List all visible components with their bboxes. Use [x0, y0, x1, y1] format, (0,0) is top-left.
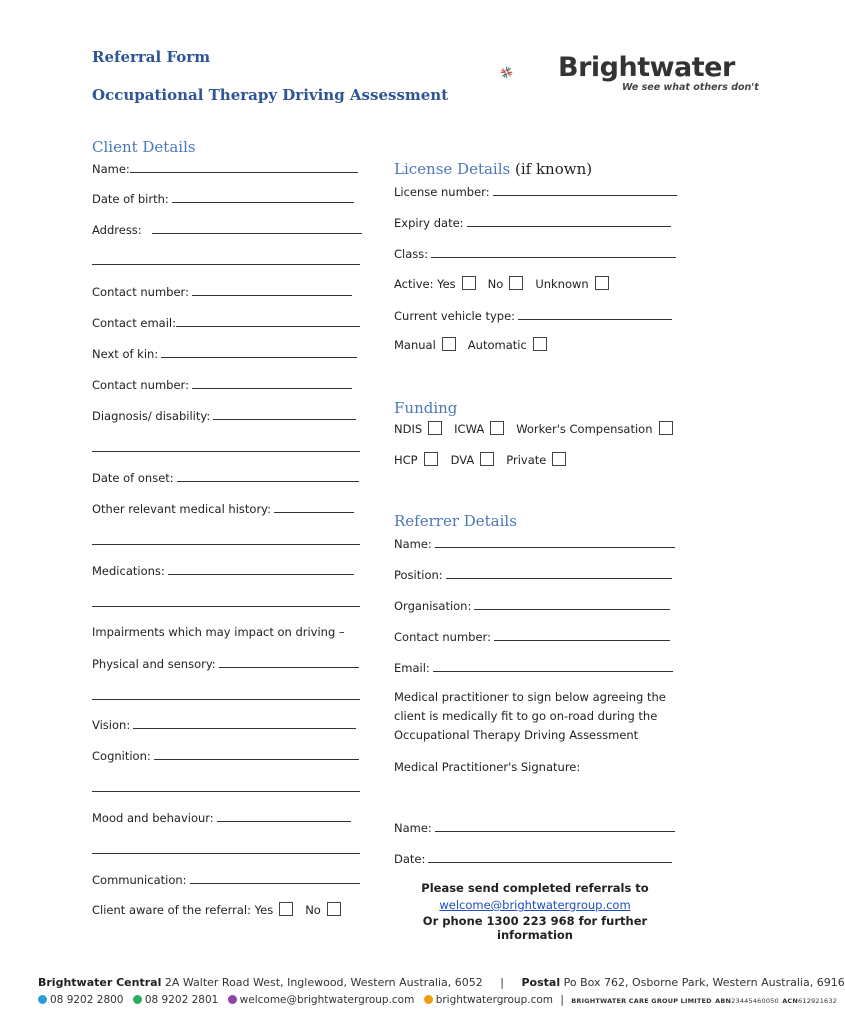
mp-instructions-line2: client is medically fit to go on-road during the	[394, 709, 658, 723]
phone-icon	[38, 995, 47, 1004]
private-label: Private	[506, 453, 547, 467]
vision-label: Vision:	[92, 718, 131, 732]
medical-history-label: Other relevant medical history:	[92, 502, 272, 516]
footer-abn-label: ABN	[715, 997, 732, 1005]
form-title: Referral Form	[92, 48, 211, 66]
medications-field[interactable]	[168, 562, 354, 575]
client-name-label: Name:	[92, 162, 130, 176]
referrer-email-row	[394, 659, 673, 676]
active-unknown-checkbox[interactable]	[595, 276, 609, 290]
active-row	[394, 276, 621, 292]
vehicle-row	[394, 307, 672, 324]
position-field[interactable]	[446, 566, 672, 579]
workers-comp-checkbox[interactable]	[659, 421, 673, 435]
next-of-kin-row	[92, 345, 357, 362]
mp-date-label: Date:	[394, 852, 426, 866]
kin-contact-number-row	[92, 376, 352, 393]
diagnosis-field-line2[interactable]	[92, 451, 360, 452]
referrer-name-row	[394, 535, 675, 552]
mood-row	[92, 809, 351, 826]
license-number-label: License number:	[394, 185, 490, 199]
send-phone: Or phone 1300 223 968 for further information	[422, 914, 648, 942]
fax-icon	[133, 995, 142, 1004]
send-email-row	[394, 898, 676, 912]
contact-number-label: Contact number:	[92, 285, 189, 299]
active-yes-label: Active: Yes	[394, 277, 456, 291]
communication-field[interactable]	[190, 871, 360, 884]
footer-company: BRIGHTWATER CARE GROUP LIMITED	[571, 997, 712, 1005]
mp-signature-label: Medical Practitioner's Signature:	[394, 760, 581, 774]
referrer-email-field[interactable]	[433, 659, 673, 672]
automatic-checkbox[interactable]	[533, 337, 547, 351]
footer-separator: |	[500, 976, 504, 989]
client-details-heading: Client Details	[92, 138, 196, 156]
logo-wordmark: Brightwater	[558, 52, 735, 83]
active-unknown-label: Unknown	[535, 277, 589, 291]
mp-name-row	[394, 819, 675, 836]
license-number-field[interactable]	[493, 183, 677, 196]
funding-row1	[394, 421, 685, 437]
date-onset-label: Date of onset:	[92, 471, 174, 485]
active-no-checkbox[interactable]	[509, 276, 523, 290]
position-row	[394, 566, 672, 583]
referrer-name-label: Name:	[394, 537, 432, 551]
communication-label: Communication:	[92, 873, 187, 887]
diagnosis-label: Diagnosis/ disability:	[92, 409, 211, 423]
footer-separator2: |	[560, 994, 564, 1006]
vehicle-field[interactable]	[518, 307, 672, 320]
ndis-label: NDIS	[394, 422, 423, 436]
physical-line2[interactable]	[92, 699, 360, 700]
footer-email[interactable]: welcome@brightwatergroup.com	[239, 994, 415, 1006]
contact-email-label: Contact email:	[92, 316, 176, 330]
client-aware-row	[92, 902, 353, 918]
kin-contact-number-field[interactable]	[192, 376, 352, 389]
funding-heading: Funding	[394, 399, 458, 417]
ndis-checkbox[interactable]	[428, 421, 442, 435]
mp-instructions-line3: Occupational Therapy Driving Assessment	[394, 728, 639, 742]
license-number-row	[394, 183, 677, 200]
active-yes-checkbox[interactable]	[462, 276, 476, 290]
medical-history-line2[interactable]	[92, 544, 360, 545]
medical-history-row	[92, 500, 354, 517]
physical-field[interactable]	[219, 655, 359, 668]
referrer-name-field[interactable]	[435, 535, 675, 548]
dob-field[interactable]	[172, 190, 354, 203]
send-instructions: Please send completed referrals to	[421, 881, 649, 895]
dva-label: DVA	[450, 453, 475, 467]
contact-number-field[interactable]	[192, 283, 352, 296]
contact-email-field[interactable]	[176, 314, 360, 327]
class-row	[394, 245, 676, 262]
mood-label: Mood and behaviour:	[92, 811, 214, 825]
vehicle-label: Current vehicle type:	[394, 309, 516, 323]
address-field-line2[interactable]	[92, 264, 360, 265]
manual-label: Manual	[394, 338, 436, 352]
expiry-field[interactable]	[467, 214, 671, 227]
physical-label: Physical and sensory:	[92, 657, 216, 671]
next-of-kin-label: Next of kin:	[92, 347, 159, 361]
expiry-label: Expiry date:	[394, 216, 464, 230]
referrer-contact-row	[394, 628, 670, 645]
client-aware-yes-checkbox[interactable]	[279, 902, 293, 916]
automatic-label: Automatic	[467, 338, 527, 352]
footer-contacts	[38, 994, 837, 1006]
email-icon	[228, 995, 237, 1004]
mp-name-label: Name:	[394, 821, 432, 835]
vision-field[interactable]	[133, 716, 356, 729]
client-aware-no-label: No	[305, 903, 321, 917]
expiry-row	[394, 214, 671, 231]
impairments-label: Impairments which may impact on driving –	[92, 625, 345, 639]
kin-contact-number-label: Contact number:	[92, 378, 189, 392]
active-no-label: No	[487, 277, 504, 291]
address-field[interactable]	[152, 221, 362, 234]
footer-acn-label: ACN	[782, 997, 799, 1005]
next-of-kin-field[interactable]	[161, 345, 357, 358]
mood-line2[interactable]	[92, 853, 360, 854]
footer-phone2[interactable]: 08 9202 2801	[144, 994, 219, 1006]
license-heading-text: License Details	[394, 160, 511, 178]
medications-label: Medications:	[92, 564, 165, 578]
client-aware-yes-label: Yes	[254, 903, 274, 917]
transmission-row	[394, 337, 559, 353]
icwa-label: ICWA	[454, 422, 485, 436]
send-email-link[interactable]: welcome@brightwatergroup.com	[439, 898, 631, 912]
brightwater-logo-icon	[500, 45, 560, 100]
diagnosis-row	[92, 407, 356, 424]
date-onset-row	[92, 469, 359, 486]
mp-date-field[interactable]	[428, 850, 672, 863]
footer-web[interactable]: brightwatergroup.com	[435, 994, 554, 1006]
footer-phone1[interactable]: 08 9202 2800	[50, 994, 124, 1006]
footer-abn: 23445460050	[731, 997, 779, 1005]
form-subtitle: Occupational Therapy Driving Assessment	[92, 86, 449, 104]
referrer-email-label: Email:	[394, 661, 430, 675]
position-label: Position:	[394, 568, 443, 582]
footer-postal-address: Po Box 762, Osborne Park, Western Australia, 6916	[563, 976, 845, 989]
referrer-details-heading: Referrer Details	[394, 512, 517, 530]
contact-email-row	[92, 314, 360, 331]
private-checkbox[interactable]	[552, 452, 566, 466]
mp-name-field[interactable]	[435, 819, 675, 832]
physical-row	[92, 655, 359, 672]
footer-acn: 612921632	[798, 997, 838, 1005]
client-aware-label: Client aware of the referral:	[92, 903, 251, 917]
address-row	[92, 221, 362, 238]
dob-label: Date of birth:	[92, 192, 169, 206]
vision-row	[92, 716, 356, 733]
funding-row2	[394, 452, 578, 468]
referrer-contact-label: Contact number:	[394, 630, 491, 644]
organisation-row	[394, 597, 670, 614]
dob-row	[92, 190, 354, 207]
diagnosis-field[interactable]	[213, 407, 356, 420]
icwa-checkbox[interactable]	[490, 421, 504, 435]
footer-central-label: Brightwater Central	[38, 976, 162, 989]
client-name-row	[92, 160, 358, 177]
organisation-field[interactable]	[474, 597, 670, 610]
organisation-label: Organisation:	[394, 599, 472, 613]
footer-address	[38, 976, 845, 989]
logo-tagline: We see what others don't	[622, 82, 759, 93]
web-icon	[424, 995, 433, 1004]
contact-number-row	[92, 283, 352, 300]
mp-instructions-line1: Medical practitioner to sign below agreeing the	[394, 690, 666, 704]
license-details-heading	[394, 160, 592, 178]
dva-checkbox[interactable]	[480, 452, 494, 466]
cognition-field[interactable]	[154, 747, 359, 760]
address-label: Address:	[92, 223, 142, 237]
cognition-row	[92, 747, 359, 764]
hcp-checkbox[interactable]	[424, 452, 438, 466]
cognition-label: Cognition:	[92, 749, 151, 763]
medications-row	[92, 562, 354, 579]
client-aware-no-checkbox[interactable]	[327, 902, 341, 916]
mood-field[interactable]	[217, 809, 351, 822]
class-label: Class:	[394, 247, 429, 261]
license-heading-note: (if known)	[515, 160, 593, 178]
class-field[interactable]	[431, 245, 676, 258]
client-name-field[interactable]	[130, 160, 358, 173]
manual-checkbox[interactable]	[442, 337, 456, 351]
hcp-label: HCP	[394, 453, 418, 467]
cognition-line2[interactable]	[92, 791, 360, 792]
referrer-contact-field[interactable]	[494, 628, 670, 641]
medical-history-field[interactable]	[274, 500, 354, 513]
footer-central-address: 2A Walter Road West, Inglewood, Western Australia, 6052	[164, 976, 483, 989]
footer-postal-label: Postal	[521, 976, 561, 989]
medications-line2[interactable]	[92, 606, 360, 607]
mp-date-row	[394, 850, 672, 867]
communication-row	[92, 871, 360, 888]
workers-comp-label: Worker's Compensation	[516, 422, 653, 436]
date-onset-field[interactable]	[177, 469, 359, 482]
